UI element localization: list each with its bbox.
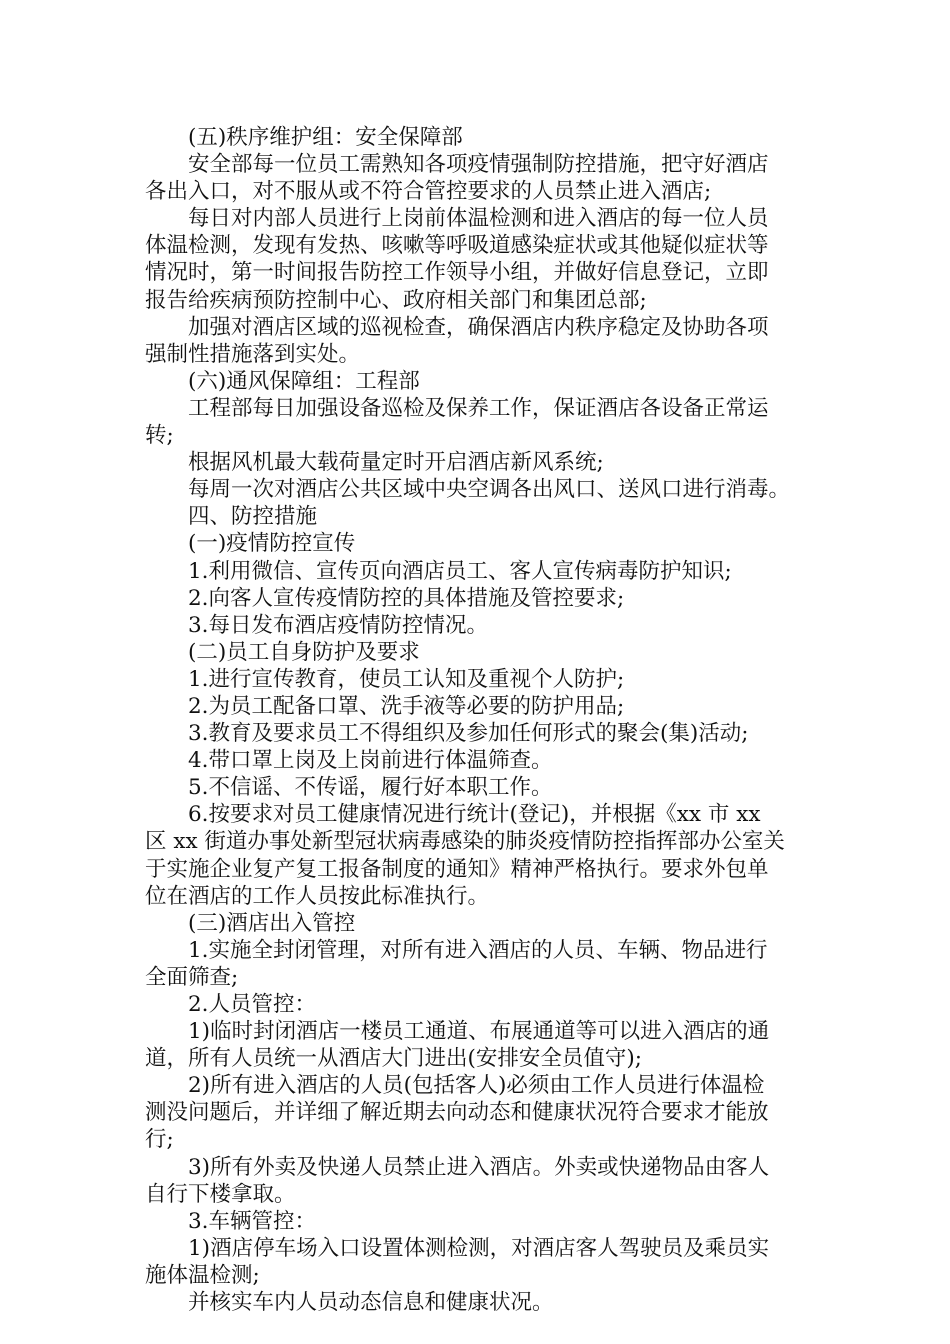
paragraph: 安全部每一位员工需熟知各项疫情强制防控措施，把守好酒店 各出入口，对不服从或不符合管控要求的人员禁止进入酒店; [145, 152, 769, 205]
list-item: 2.向客人宣传疫情防控的具体措施及管控要求; [188, 585, 625, 611]
list-item: 3.车辆管控： [188, 1208, 317, 1234]
list-item: 3.每日发布酒店疫情防控情况。 [188, 612, 489, 638]
list-item: 3)所有外卖及快递人员禁止进入酒店。外卖或快递物品由客人 自行下楼拿取。 [145, 1154, 770, 1207]
subsection-heading-entry-control: (三)酒店出入管控 [188, 910, 356, 936]
list-item: 2)所有进入酒店的人员(包括客人)必须由工作人员进行体温检 测没问题后，并详细了解近期去向动态和健康状况符合要求才能放 行; [145, 1073, 769, 1153]
subsection-heading-publicity: (一)疫情防控宣传 [188, 531, 356, 557]
section-heading-ventilation-group: (六)通风保障组：工程部 [188, 368, 420, 394]
paragraph: 工程部每日加强设备巡检及保养工作，保证酒店各设备正常运 转; [145, 395, 769, 449]
paragraph: 每日对内部人员进行上岗前体温检测和进入酒店的每一位人员 体温检测，发现有发热、咳嗽等呼吸道感染症状或其他疑似症状等 情况时，第一时间报告防控工作领导小组，并做好信息登记，立即 报告给疾病预防控制中心、政府相关部门和集团总部; [145, 206, 769, 313]
list-item: 1)酒店停车场入口设置体测检测，对酒店客人驾驶员及乘员实 施体温检测; [145, 1235, 770, 1288]
subsection-heading-staff-protection: (二)员工自身防护及要求 [188, 639, 420, 665]
list-item: 1.进行宣传教育，使员工认知及重视个人防护; [188, 666, 625, 692]
list-item: 3.教育及要求员工不得组织及参加任何形式的聚会(集)活动; [188, 721, 749, 747]
list-item: 1)临时封闭酒店一楼员工通道、布展通道等可以进入酒店的通 道，所有人员统一从酒店大门进出(安排安全员值守); [145, 1019, 770, 1072]
list-item: 5.不信谣、不传谣，履行好本职工作。 [188, 775, 553, 801]
list-item: 6.按要求对员工健康情况进行统计(登记)，并根据《xx 市 xx 区 xx 街道办事处新型冠状病毒感染的肺炎疫情防控指挥部办公室关 于实施企业复产复工报备制度的通知》精神严格执行。要求外包单 位在酒店的工作人员按此标准执行。 [145, 802, 785, 909]
section-heading-prevention-measures: 四、防控措施 [188, 504, 318, 530]
section-heading-order-group: (五)秩序维护组：安全保障部 [188, 125, 463, 150]
list-item: 2.人员管控： [188, 992, 317, 1017]
paragraph: 加强对酒店区域的巡视检查，确保酒店内秩序稳定及协助各项 强制性措施落到实处。 [145, 314, 769, 367]
document-body [145, 124, 825, 1316]
list-item: 4.带口罩上岗及上岗前进行体温筛查。 [188, 748, 553, 774]
paragraph: 根据风机最大载荷量定时开启酒店新风系统; [188, 450, 604, 476]
list-item: 2.为员工配备口罩、洗手液等必要的防护用品; [188, 693, 625, 719]
paragraph: 并核实车内人员动态信息和健康状况。 [188, 1290, 554, 1316]
paragraph: 每周一次对酒店公共区域中央空调各出风口、送风口进行消毒。 [188, 477, 791, 503]
list-item: 1.实施全封闭管理，对所有进入酒店的人员、车辆、物品进行 全面筛查; [145, 937, 768, 990]
list-item: 1.利用微信、宣传页向酒店员工、客人宣传病毒防护知识; [188, 558, 732, 584]
